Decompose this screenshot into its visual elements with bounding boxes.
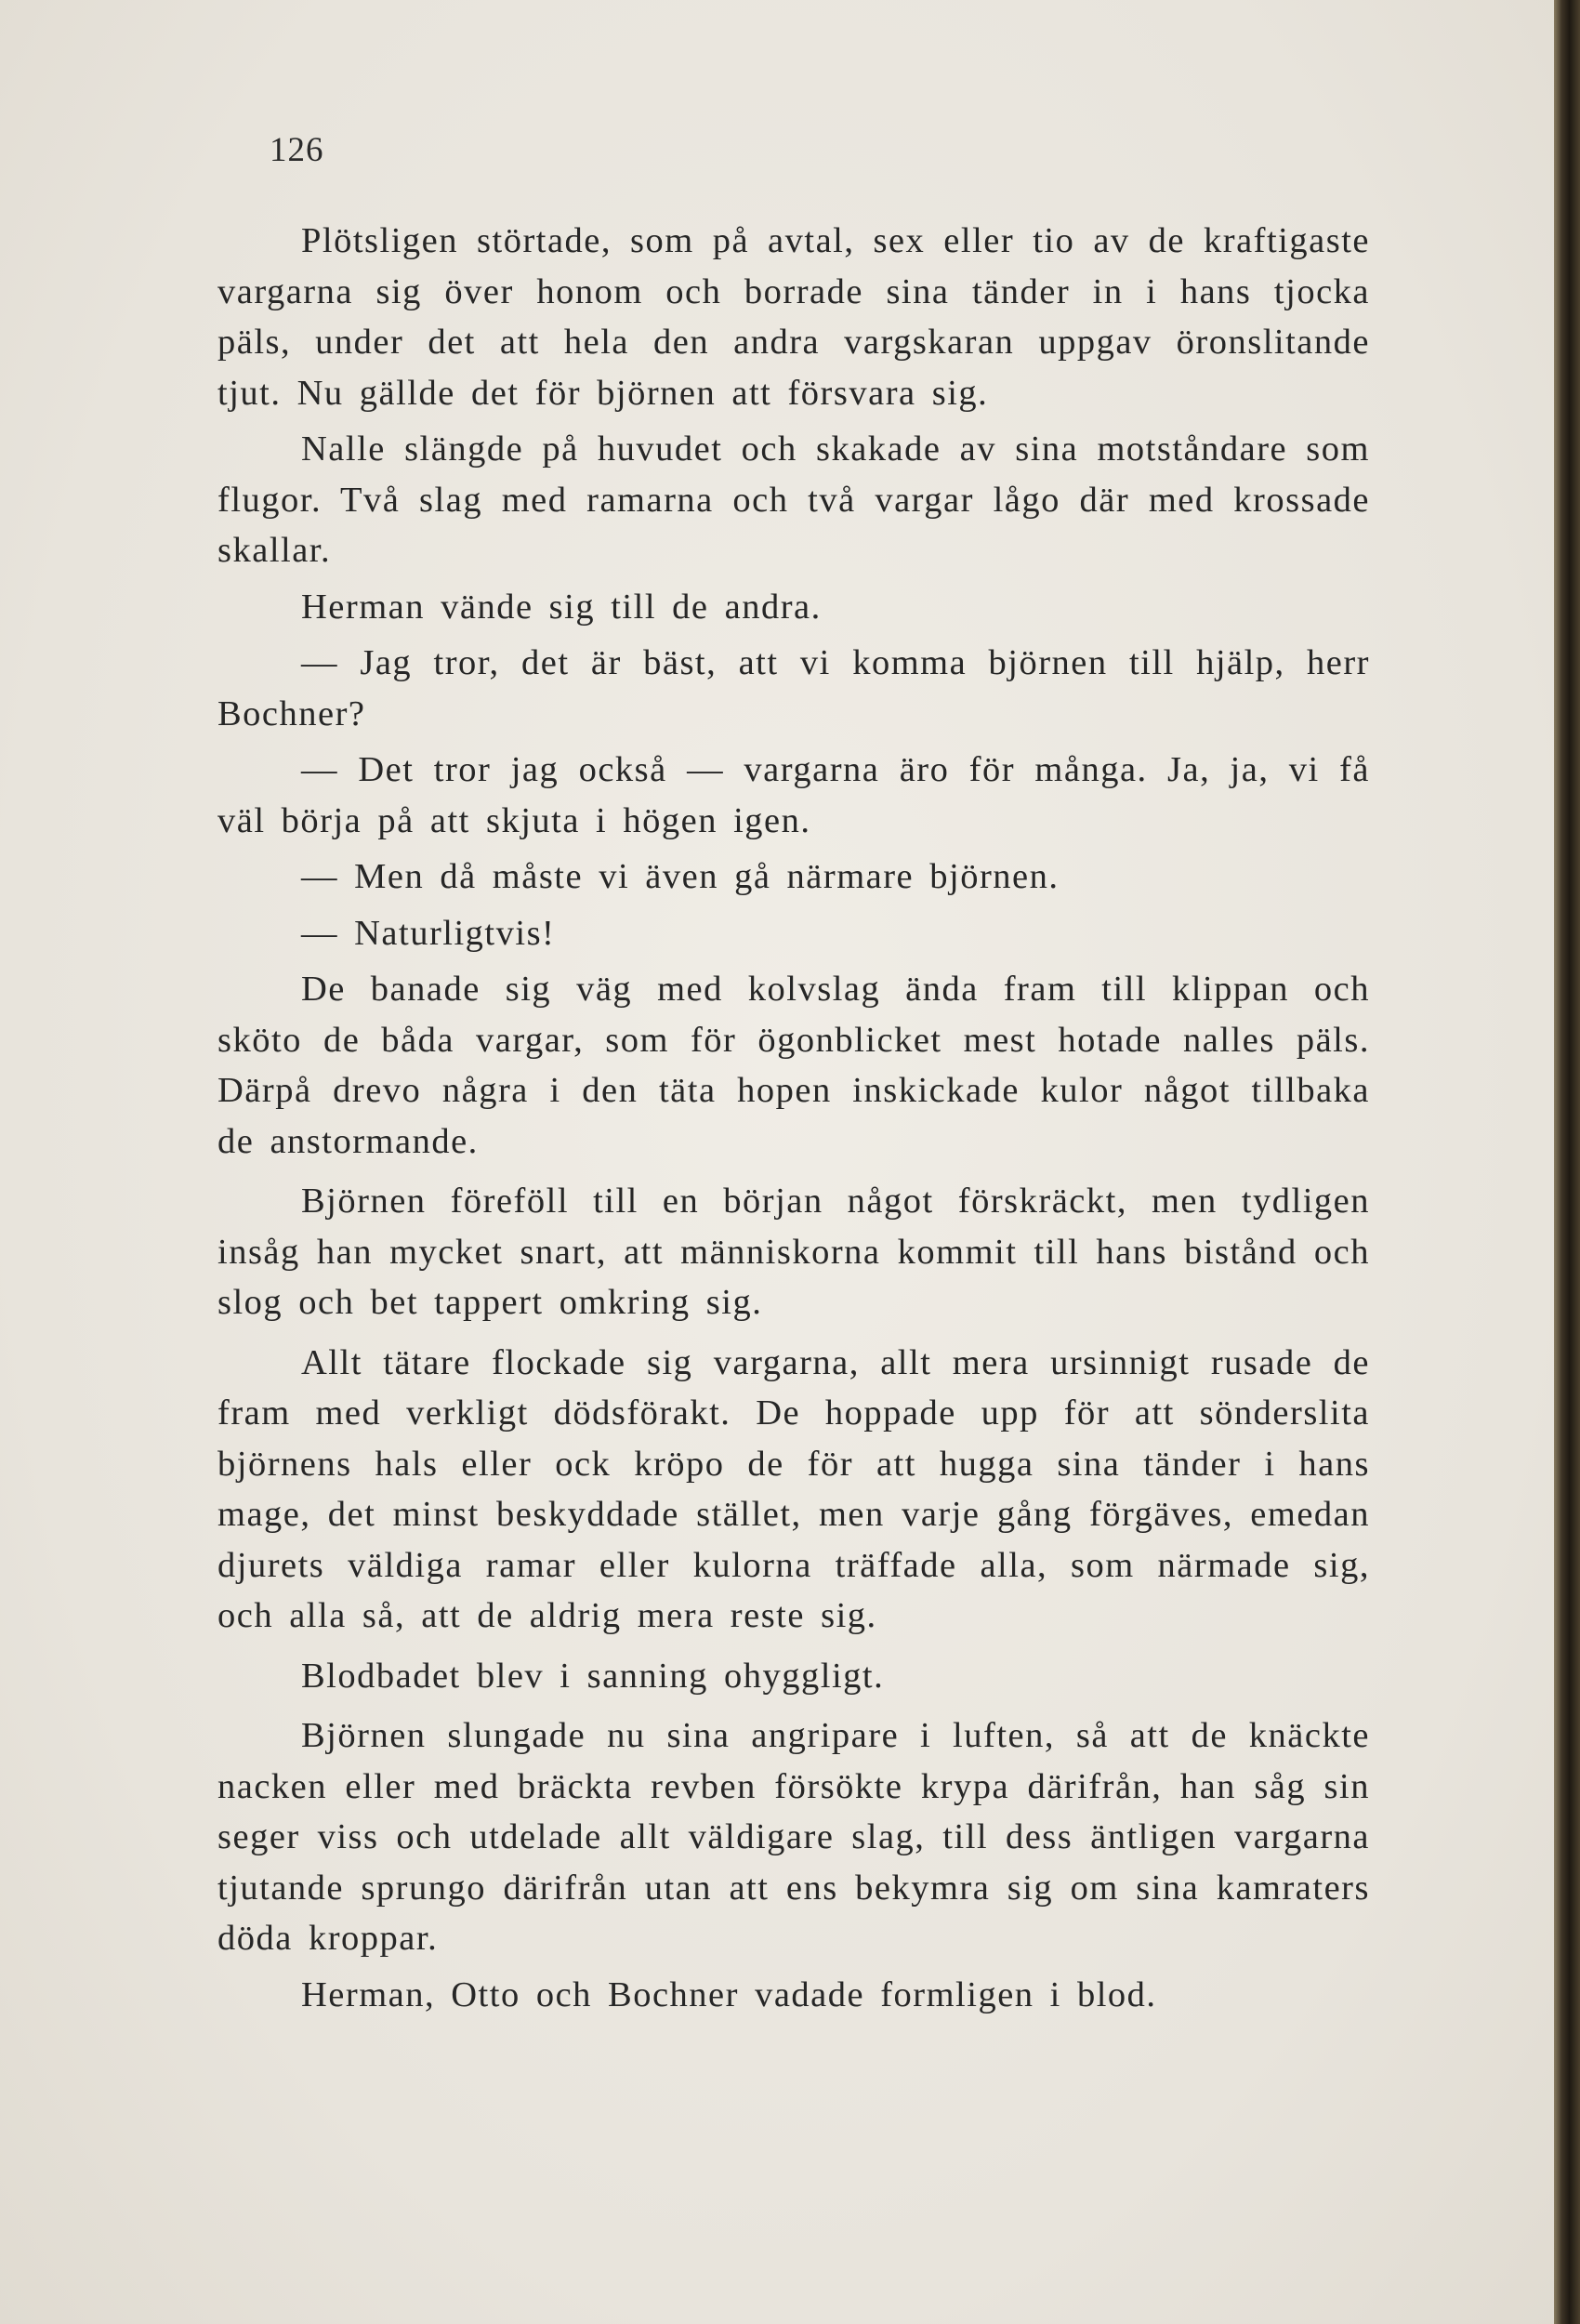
paragraph-4: — Jag tror, det är bäst, att vi komma björnen till hjälp, herr Bochner? bbox=[217, 643, 1370, 733]
paragraph-2: Nalle slängde på huvudet och skakade av sina motståndare som flugor. Två slag med ramarna och två vargar lågo där med krossade skallar. bbox=[217, 429, 1370, 570]
paragraph-3: Herman vände sig till de andra. bbox=[301, 587, 822, 627]
paragraph-10: Allt tätare flockade sig vargarna, allt mera ursinnigt rusade de fram med verkligt dödsförakt. De hoppade upp för att sönderslita björnens hals eller ock kröpo de för att hugga sina tänder i hans mage, det minst beskyddade stället, men varje gång förgäves, emedan djurets väldiga ramar eller kulorna träffade alla, som närmade sig, och alla så, att de aldrig mera reste sig. bbox=[217, 1342, 1370, 1635]
body-text bbox=[217, 216, 1370, 2020]
paragraph-11: Blodbadet blev i sanning ohyggligt. bbox=[301, 1656, 885, 1696]
paragraph-9: Björnen föreföll till en början något förskräckt, men tydligen insåg han mycket snart, att människorna kommit till hans bistånd och slog och bet tappert omkring sig. bbox=[217, 1182, 1370, 1322]
paragraph-12: Björnen slungade nu sina angripare i luften, så att de knäckte nacken eller med bräckta revben försökte krypa därifrån, han såg sin seger viss och utdelade allt väldigare slag, till dess äntligen vargarna tjutande sprungo därifrån utan att ens bekymra sig om sina kamraters döda kroppar. bbox=[217, 1716, 1370, 1958]
paragraph-5: — Det tror jag också — vargarna äro för många. Ja, ja, vi få väl börja på att skjuta i högen igen. bbox=[217, 750, 1370, 840]
paragraph-7: — Naturligtvis! bbox=[301, 913, 556, 953]
paragraph-13: Herman, Otto och Bochner vadade formligen i blod. bbox=[301, 1974, 1157, 2014]
paragraph-1: Plötsligen störtade, som på avtal, sex eller tio av de kraftigaste vargarna sig över honom och borrade sina tänder in i hans tjocka päls, under det att hela den andra vargskaran uppgav öronslitande tjut. Nu gällde det för björnen att försvara sig. bbox=[217, 221, 1370, 413]
book-binding-edge bbox=[1554, 0, 1580, 2324]
page-number: 126 bbox=[270, 131, 324, 169]
paragraph-6: — Men då måste vi även gå närmare björnen. bbox=[301, 857, 1060, 896]
paragraph-8: De banade sig väg med kolvslag ända fram till klippan och sköto de båda vargar, som för ögonblicket mest hotade nalles päls. Därpå drevo några i den täta hopen inskickade kulor något tillbaka de anstormande. bbox=[217, 970, 1370, 1161]
